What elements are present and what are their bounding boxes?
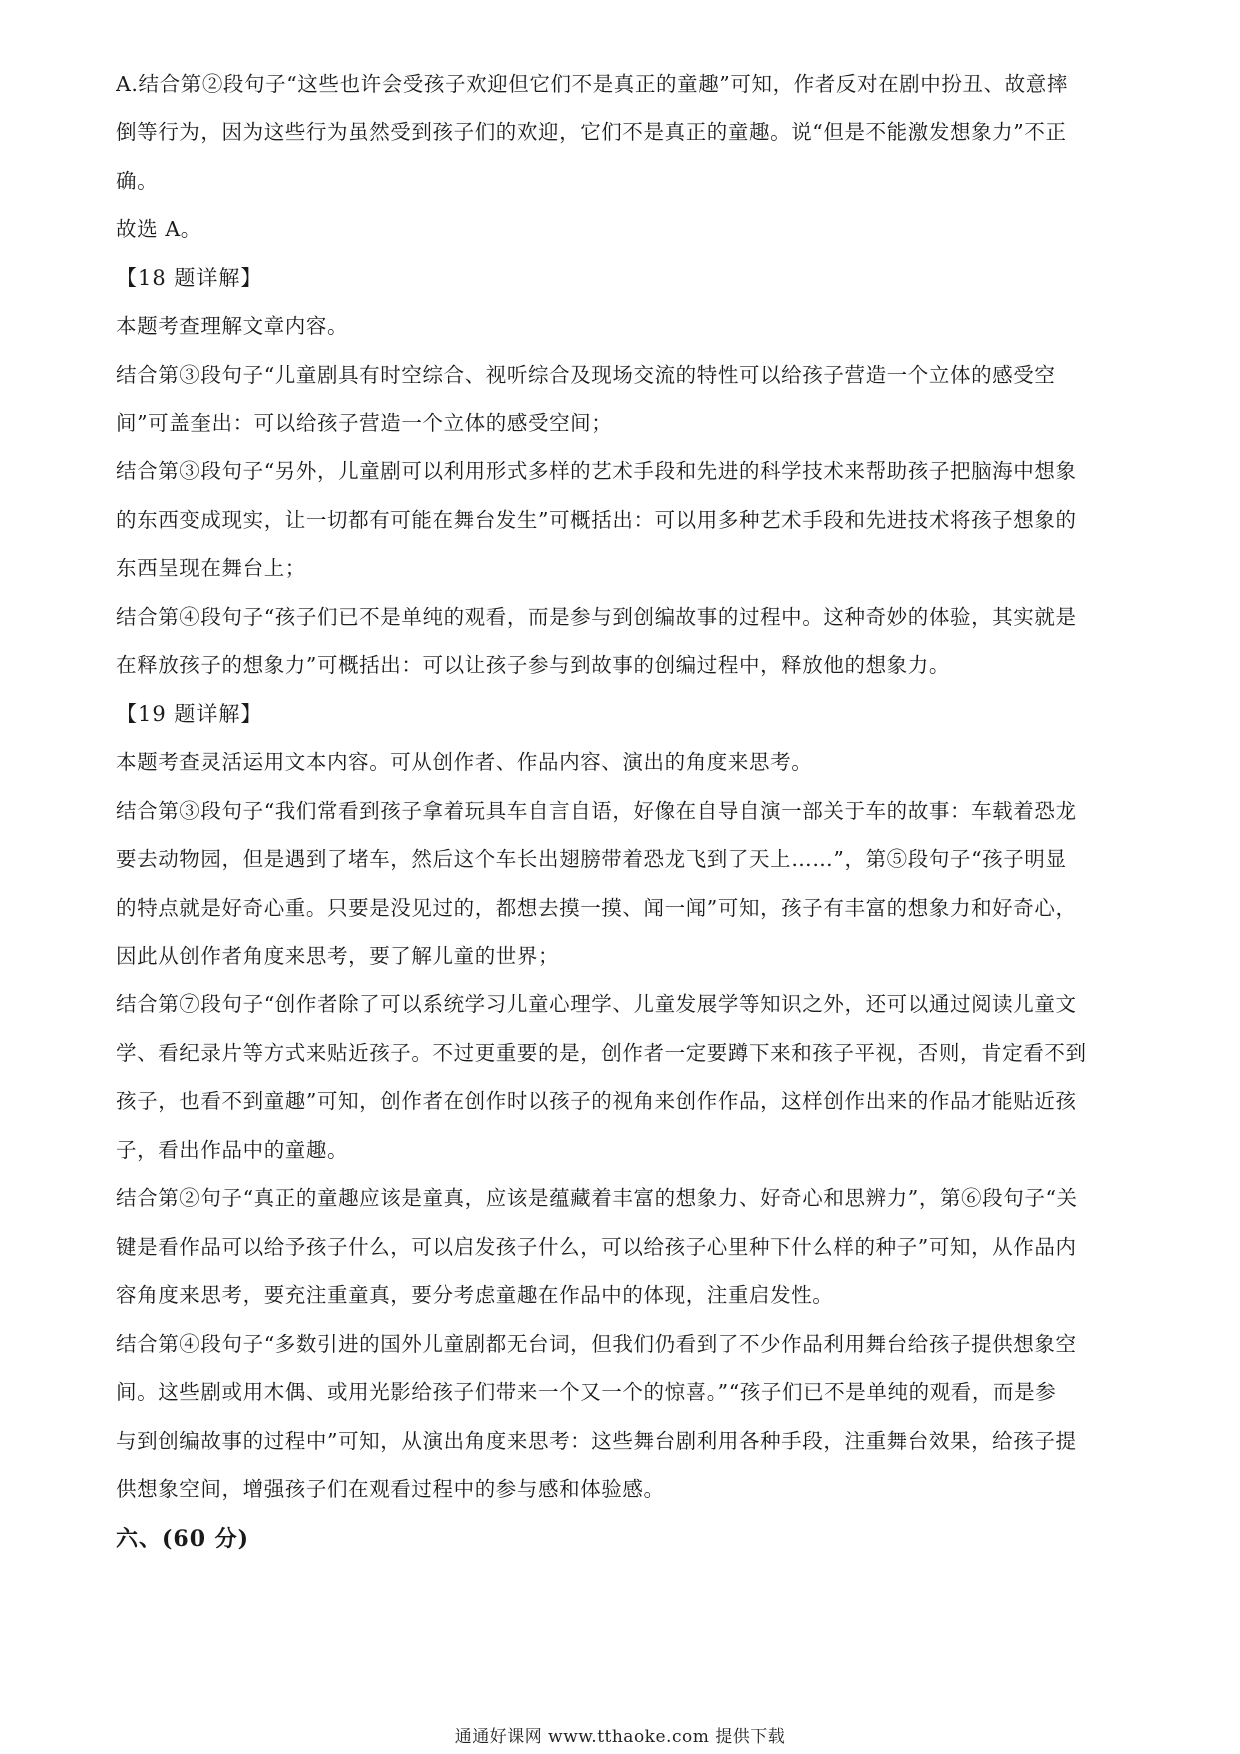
text-line: 结合第④段句子“孩子们已不是单纯的观看，而是参与到创编故事的过程中。这种奇妙的体验，其实就是 [116, 605, 1077, 629]
text-line: 结合第④段句子“多数引进的国外儿童剧都无台词，但我们仍看到了不少作品利用舞台给孩子提供想象空 [116, 1332, 1077, 1356]
page-footer: 通通好课网 www.tthaoke.com 提供下载 [454, 1727, 786, 1747]
text-line: 结合第③段句子“我们常看到孩子拿着玩具车自言自语，好像在自导自演一部关于车的故事：车载着恐龙 [116, 799, 1077, 823]
text-line: 要去动物园，但是遇到了堵车，然后这个车长出翅膀带着恐龙飞到了天上……”，第⑤段句子“孩子明显 [116, 847, 1067, 871]
section-heading-19: 【19 题详解】 [116, 702, 263, 726]
text-line: 结合第⑦段句子“创作者除了可以系统学习儿童心理学、儿童发展学等知识之外，还可以通过阅读儿童文 [116, 992, 1077, 1016]
text-line: 的东西变成现实，让一切都有可能在舞台发生”可概括出：可以用多种艺术手段和先进技术将孩子想象的 [116, 508, 1077, 532]
text-line: 东西呈现在舞台上； [116, 556, 306, 580]
text-line: 确。 [116, 169, 159, 193]
section-title-six: 六、(60 分) [116, 1526, 250, 1552]
text-line: 本题考查理解文章内容。 [116, 314, 349, 338]
text-line: 结合第③段句子“另外，儿童剧可以利用形式多样的艺术手段和先进的科学技术来帮助孩子把脑海中想象 [116, 459, 1077, 483]
text-line: A.结合第②段句子“这些也许会受孩子欢迎但它们不是真正的童趣”可知，作者反对在剧中扮丑、故意摔 [116, 72, 1068, 96]
text-line: 结合第③段句子“儿童剧具有时空综合、视听综合及现场交流的特性可以给孩子营造一个立体的感受空 [116, 363, 1056, 387]
text-line: 子，看出作品中的童趣。 [116, 1138, 349, 1162]
text-line: 键是看作品可以给予孩子什么，可以启发孩子什么，可以给孩子心里种下什么样的种子”可知，从作品内 [116, 1235, 1077, 1259]
text-line: 倒等行为，因为这些行为虽然受到孩子们的欢迎，它们不是真正的童趣。说“但是不能激发想象力”不正 [116, 120, 1067, 144]
text-line: 与到创编故事的过程中”可知，从演出角度来思考：这些舞台剧利用各种手段，注重舞台效果，给孩子提 [116, 1429, 1077, 1453]
text-line: 间。这些剧或用木偶、或用光影给孩子们带来一个又一个的惊喜。”“孩子们已不是单纯的观看，而是参 [116, 1380, 1057, 1404]
text-line: 学、看纪录片等方式来贴近孩子。不过更重要的是，创作者一定要蹲下来和孩子平视，否则，肯定看不到 [116, 1041, 1087, 1065]
text-line: 结合第②句子“真正的童趣应该是童真，应该是蕴藏着丰富的想象力、好奇心和思辨力”，第⑥段句子“关 [116, 1186, 1078, 1210]
text-line: 间”可盖奎出：可以给孩子营造一个立体的感受空间； [116, 411, 613, 435]
text-line: 孩子，也看不到童趣”可知，创作者在创作时以孩子的视角来创作作品，这样创作出来的作品才能贴近孩 [116, 1089, 1077, 1113]
text-line: 本题考查灵活运用文本内容。可从创作者、作品内容、演出的角度来思考。 [116, 750, 813, 774]
text-line: 供想象空间，增强孩子们在观看过程中的参与感和体验感。 [116, 1477, 665, 1501]
text-line: 故选 A。 [116, 217, 202, 241]
text-line: 在释放孩子的想象力”可概括出：可以让孩子参与到故事的创编过程中，释放他的想象力。 [116, 653, 950, 677]
text-line: 容角度来思考，要充注重童真，要分考虑童趣在作品中的体现，注重启发性。 [116, 1283, 834, 1307]
text-line: 的特点就是好奇心重。只要是没见过的，都想去摸一摸、闻一闻”可知，孩子有丰富的想象力和好奇心， [116, 896, 1077, 920]
text-line: 因此从创作者角度来思考，要了解儿童的世界； [116, 944, 560, 968]
section-heading-18: 【18 题详解】 [116, 266, 263, 290]
